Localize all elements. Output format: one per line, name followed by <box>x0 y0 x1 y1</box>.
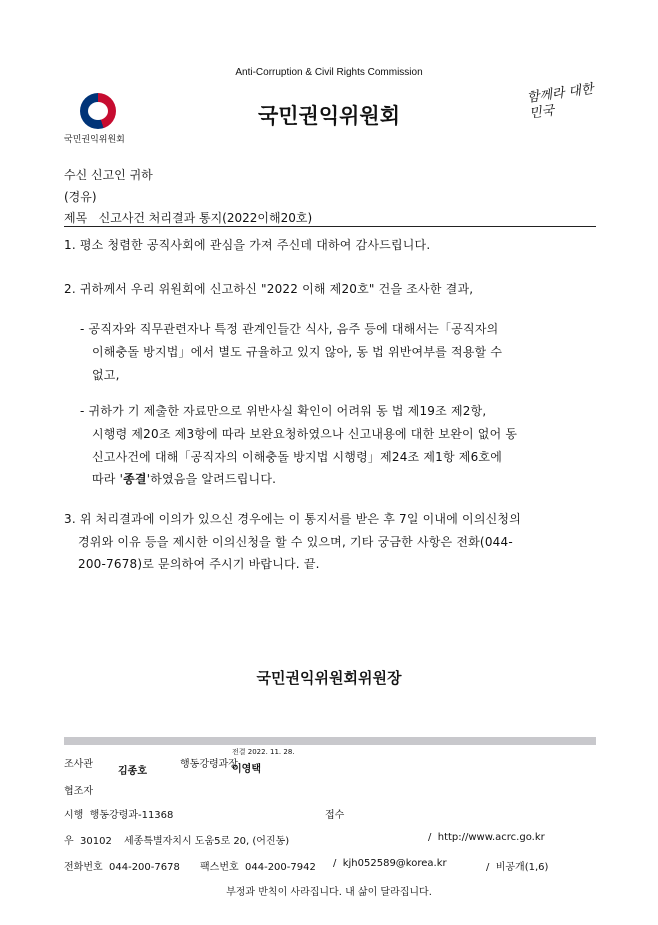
fax-number: 팩스번호 044-200-7942 <box>200 862 316 873</box>
email-link[interactable]: / kjh052589@korea.kr <box>333 858 447 869</box>
cooperator-label: 협조자 <box>64 786 93 797</box>
investigator-name: 김종호 <box>118 766 147 777</box>
paragraph-3-line: 경위와 이유 등을 제시한 이의신청을 할 수 있으며, 기타 궁금한 사항은 전화(044- <box>78 535 513 549</box>
paragraph-3-line: 3. 위 처리결과에 이의가 있으신 경우에는 이 통지서를 받은 후 7일 이내에 이의신청의 <box>64 512 521 526</box>
dash-item-2-line: 신고사건에 대해「공직자의 이해충돌 방지법 시행령」제24조 제1항 제6호에 <box>92 450 503 464</box>
investigator-label: 조사관 <box>64 759 93 770</box>
enforcement-number: 시행 행동강령과-11368 <box>64 810 174 821</box>
text: '하였음을 알려드립니다. <box>146 472 277 486</box>
via: (경유) <box>64 190 97 204</box>
subject: 제목 신고사건 처리결과 통지(2022이해20호) <box>64 211 313 225</box>
dash-item-1-line: 없고, <box>92 368 120 382</box>
slogan-calligraphy: 함께라 대한민국 <box>526 81 595 122</box>
phone-number: 전화번호 044-200-7678 <box>64 862 180 873</box>
dash-item-1-line: - 공직자와 직무관련자나 특정 관계인들간 식사, 음주 등에 대해서는「공직자의 <box>80 322 499 336</box>
paragraph-2: 2. 귀하께서 우리 위원회에 신고하신 "2022 이해 제20호" 건을 조사한 결과, <box>64 282 474 296</box>
motto: 부정과 반칙이 사라집니다. 내 삶이 달라집니다. <box>226 887 432 898</box>
approval-note: 전결 2022. 11. 28. <box>232 748 295 756</box>
address: 세종특별자치시 도움5로 20, (어진동) <box>124 836 290 847</box>
paragraph-3-line: 200-7678)로 문의하여 주시기 바랍니다. 끝. <box>78 557 320 571</box>
recipient: 수신 신고인 귀하 <box>64 168 153 182</box>
postal-code: 우 30102 <box>64 836 112 847</box>
org-title: 국민권익위원회 <box>257 104 400 128</box>
dash-item-2-line <box>92 470 276 487</box>
dash-item-1-line: 이해충돌 방지법」에서 별도 규율하고 있지 않아, 동 법 위반여부를 적용할 수 <box>92 345 503 359</box>
paragraph-1: 1. 평소 청렴한 공직사회에 관심을 가져 주신데 대하여 감사드립니다. <box>64 238 431 252</box>
closure-emphasis: 종결 <box>123 472 147 486</box>
dash-item-2-line: 시행령 제20조 제3항에 따라 보완요청하였으나 신고내용에 대한 보완이 없어 동 <box>92 427 518 441</box>
disclosure-status: / 비공개(1,6) <box>486 862 549 873</box>
logo-text: 국민권익위원회 <box>64 135 125 145</box>
footer-bar <box>64 737 596 745</box>
signature-title: 국민권익위원회위원장 <box>256 669 402 687</box>
dash-item-2-line: - 귀하가 기 제출한 자료만으로 위반사실 확인이 어려워 동 법 제19조 제2항, <box>80 404 487 418</box>
text: 따라 ' <box>92 472 124 486</box>
divider <box>64 226 596 227</box>
receipt-label: 접수 <box>325 810 345 821</box>
approver-label: 행동강령과장 <box>180 759 238 770</box>
website-link[interactable]: / http://www.acrc.go.kr <box>428 832 545 843</box>
english-org-name: Anti-Corruption & Civil Rights Commission <box>235 67 423 78</box>
approver-name: 이영택 <box>232 764 261 775</box>
